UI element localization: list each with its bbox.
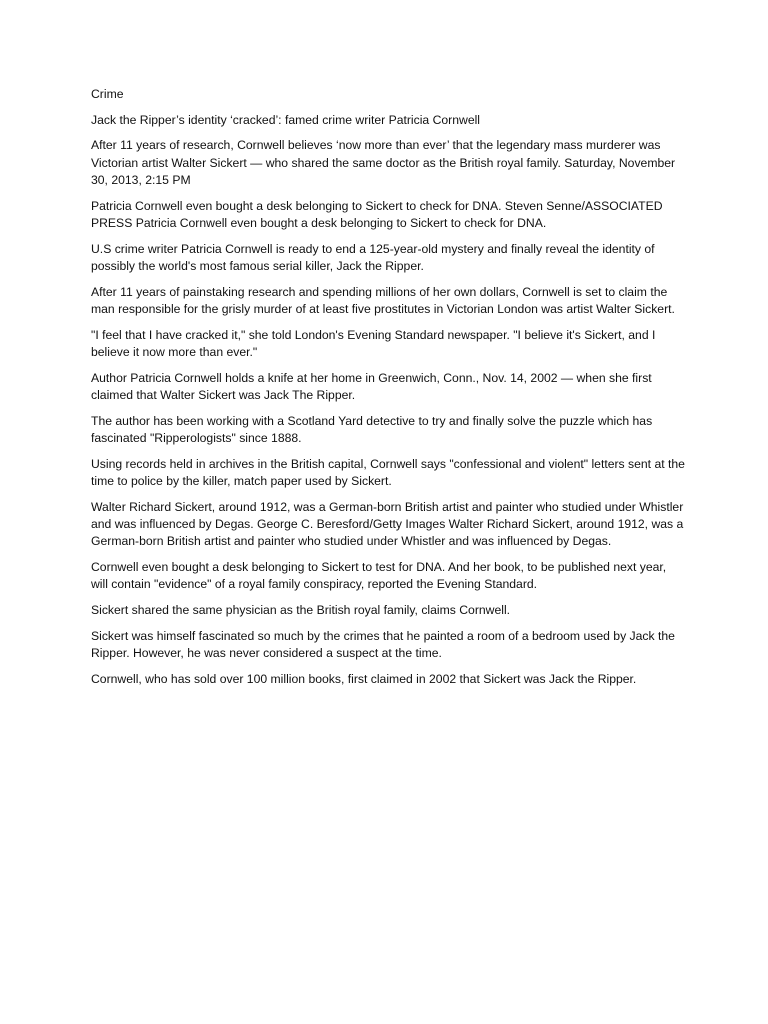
- article-headline: Jack the Ripper’s identity ‘cracked’: famed crime writer Patricia Cornwell: [91, 112, 481, 127]
- body-paragraph: Cornwell even bought a desk belonging to Sickert to test for DNA. And her book, to be published next year, will contain "evidence" of a royal family conspiracy, reported the Evening Standard.: [91, 560, 667, 592]
- body-paragraph: Sickert shared the same physician as the British royal family, claims Cornwell.: [91, 603, 511, 617]
- section-label: Crime: [91, 87, 124, 101]
- body-paragraph: The author has been working with a Scotland Yard detective to try and finally solve the puzzle which has fascinated "Ripperologists" since 1888.: [91, 413, 653, 445]
- quote-paragraph: "I feel that I have cracked it," she told London's Evening Standard newspaper. "I believe it's Sickert, and I believe it now more than ever.": [91, 327, 656, 359]
- photo-caption: Walter Richard Sickert, around 1912, was a German-born British artist and painter who studied under Whistler and was influenced by Degas. George C. Beresford/Getty Images Walter Richard Sickert, around 1912, was a German-born British artist and painter who studied under Whistler and was influenced by Degas.: [91, 499, 684, 549]
- photo-caption: Patricia Cornwell even bought a desk belonging to Sickert to check for DNA. Steven Senne/ASSOCIATED PRESS Patricia Cornwell even bought a desk belonging to Sickert to check for DNA.: [91, 198, 663, 230]
- body-paragraph: Cornwell, who has sold over 100 million books, first claimed in 2002 that Sickert was Jack the Ripper.: [91, 671, 637, 686]
- body-paragraph: U.S crime writer Patricia Cornwell is ready to end a 125-year-old mystery and finally reveal the identity of possibly the world's most famous serial killer, Jack the Ripper.: [91, 241, 655, 273]
- article-subheading: After 11 years of research, Cornwell believes ‘now more than ever’ that the legendary mass murderer was Victorian artist Walter Sickert — who shared the same doctor as the British royal family. Saturday, November 30, 2013, 2:15 PM: [91, 138, 676, 187]
- body-paragraph: After 11 years of painstaking research and spending millions of her own dollars, Cornwell is set to claim the man responsible for the grisly murder of at least five prostitutes in Victorian London was artist Walter Sickert.: [91, 284, 675, 316]
- body-paragraph: Sickert was himself fascinated so much by the crimes that he painted a room of a bedroom used by Jack the Ripper. However, he was never considered a suspect at the time.: [91, 628, 675, 660]
- photo-caption: Author Patricia Cornwell holds a knife at her home in Greenwich, Conn., Nov. 14, 2002 — when she first claimed that Walter Sickert was Jack The Ripper.: [91, 370, 652, 402]
- body-paragraph: Using records held in archives in the British capital, Cornwell says "confessional and violent" letters sent at the time to police by the killer, match paper used by Sickert.: [91, 456, 685, 488]
